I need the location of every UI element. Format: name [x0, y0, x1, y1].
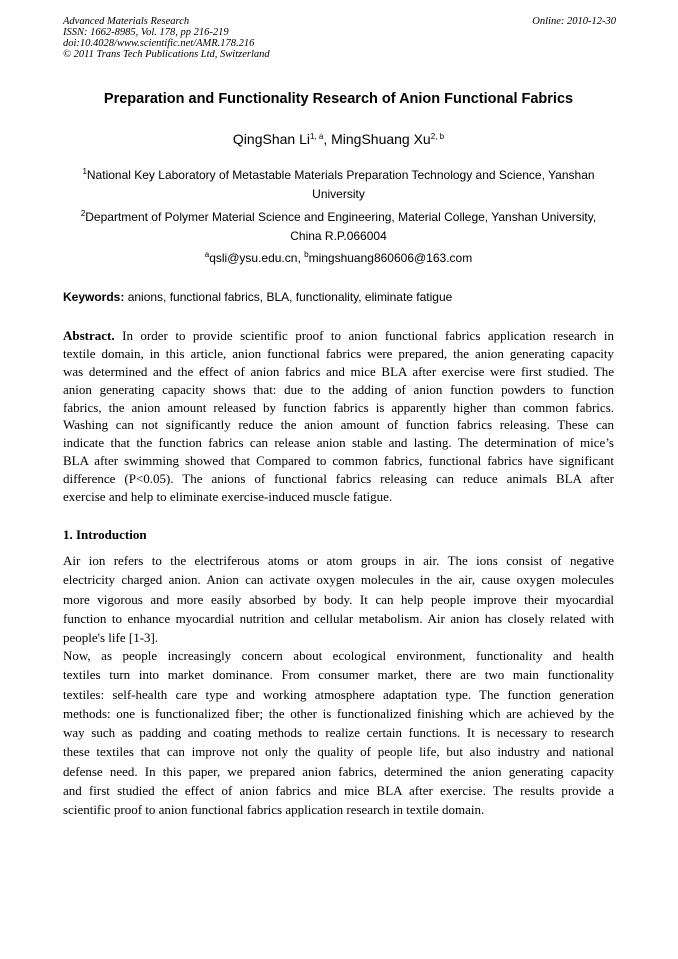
text-line	[63, 452, 614, 470]
authors	[63, 131, 614, 147]
aff-line: Department of Polymer Material Science and Engineering, Material College, Yanshan University,	[85, 210, 597, 224]
text-line	[63, 762, 614, 781]
line-text: textile domain, in this article, anion functional fabrics were prepared, the anion generating capacity	[63, 345, 614, 361]
text-line	[63, 628, 614, 647]
issn: ISSN: 1662-8985, Vol. 178, pp 216-219	[63, 27, 229, 38]
keywords	[63, 290, 452, 304]
text-line	[63, 327, 614, 345]
text-line	[63, 416, 614, 434]
author-1-sup: 1, a	[309, 132, 324, 141]
text-line	[63, 570, 614, 589]
line-text: scientific proof to anion functional fabrics application research in textile domain.	[63, 802, 485, 818]
text-line	[63, 363, 614, 381]
intro-paragraph-2	[63, 646, 614, 820]
text-line	[63, 399, 614, 417]
aff-sup: 1	[82, 167, 87, 176]
aff-line: University	[312, 187, 365, 201]
line-text: difference (P<0.05). The anions of functional fabrics releasing can reduce animals BLA after	[63, 471, 614, 487]
email-sup: a	[204, 250, 210, 259]
online-date: Online: 2010-12-30	[532, 16, 616, 27]
line-text: these textiles that can improve not only the quality of people life, but also industry and national	[63, 744, 614, 760]
author-2-sup: 2, b	[430, 132, 445, 141]
aff-line: China R.P.066004	[290, 229, 387, 243]
line-text: way such as padding and coating methods to realize certain functions. It is necessary to research	[63, 725, 614, 741]
text-line	[63, 723, 614, 742]
line-text: anion generating capacity shows that: due to the adding of anion function powders to function	[63, 381, 614, 397]
abstract-label: Abstract.	[63, 328, 115, 343]
line-text: exercise and help to eliminate exercise-induced muscle fatigue.	[63, 489, 393, 505]
line-text: defense need. In this paper, we prepared anion fabrics, determined the anion generating capacity	[63, 763, 614, 779]
text-line	[63, 781, 614, 800]
line-text: textiles: self-health care type and working atmosphere adaptation type. The function generation	[63, 686, 614, 702]
line-text: more vigorous and more easily absorbed by body. It can help people improve their myocardial	[63, 591, 614, 607]
aff-sup: 2	[80, 209, 86, 218]
text-line	[63, 470, 614, 488]
author-1: QingShan Li	[232, 131, 310, 147]
journal-header	[63, 16, 270, 60]
line-text: and first studied the effect of anion fabrics and mice BLA after exercise. The results provide a	[63, 783, 614, 799]
text-line	[63, 704, 614, 723]
line-text: Air ion refers to the electriferous atoms or atom groups in air. The ions consist of negative	[63, 553, 614, 568]
line-text: people's life [1-3].	[63, 630, 159, 646]
text-line	[63, 381, 614, 399]
line-text: BLA after swimming showed that Compared to common fabrics, functional fabrics have significant	[63, 453, 614, 469]
text-line	[63, 551, 614, 570]
text-line	[63, 665, 614, 684]
line-text: fabrics, the anion amount released by function fabrics is apparently higher than common fabrics.	[63, 399, 614, 415]
email-sup: b	[304, 250, 309, 259]
affiliation-2	[63, 208, 614, 246]
text-line	[63, 590, 614, 609]
text-line	[63, 685, 614, 704]
copyright: © 2011 Trans Tech Publications Ltd, Switzerland	[63, 49, 270, 60]
email-a: qsli@ysu.edu.cn,	[209, 251, 305, 265]
doi: doi:10.4028/www.scientific.net/AMR.178.216	[63, 38, 255, 49]
text-line	[63, 434, 614, 452]
line-text: indicate that the function fabrics can release anion stable and lasting. The determination of mice’s	[63, 435, 614, 451]
intro-paragraph-1	[63, 551, 614, 647]
line-text: methods: one is functionalized fiber; the other is functionalized finishing which are achieved by the	[63, 705, 614, 721]
email-b: mingshuang860606@163.com	[308, 251, 473, 265]
abstract	[63, 327, 614, 506]
keywords-label: Keywords:	[63, 290, 125, 304]
line-text: was determined and the effect of anion fabrics and mice BLA after exercise were first studied. The	[63, 363, 614, 379]
author-sep: ,	[323, 131, 332, 147]
text-line	[63, 742, 614, 761]
affiliation-1	[63, 166, 614, 204]
keywords-text: anions, functional fabrics, BLA, functionality, eliminate fatigue	[124, 290, 453, 304]
line-text: function to enhance myocardial nutrition and cellular metabolism. Air anion has closely related with	[63, 610, 614, 626]
text-line	[63, 345, 614, 363]
line-text: textiles turn into market dominance. From consumer market, there are two main functionality	[63, 667, 614, 683]
line-text: electricity charged anion. Anion can activate oxygen molecules in the air, cause oxygen molecules	[63, 572, 614, 588]
author-2: MingShuang Xu	[331, 131, 431, 147]
text-line	[63, 609, 614, 628]
journal-name: Advanced Materials Research	[63, 16, 190, 27]
section-heading: 1. Introduction	[63, 527, 147, 542]
text-line	[63, 646, 614, 665]
text-line	[63, 800, 614, 819]
aff-line: National Key Laboratory of Metastable Materials Preparation Technology and Science, Yanshan	[86, 168, 595, 182]
line-text: In order to provide scientific proof to anion functional fabrics application research in	[114, 328, 614, 343]
line-text: Now, as people increasingly concern about ecological environment, functionality and health	[63, 648, 614, 663]
line-text: Washing can not significantly reduce the anion amount of function fabrics releasing. These can	[63, 417, 614, 433]
emails	[63, 251, 614, 265]
text-line	[63, 488, 614, 506]
paper-title: Preparation and Functionality Research of Anion Functional Fabrics	[103, 91, 574, 107]
